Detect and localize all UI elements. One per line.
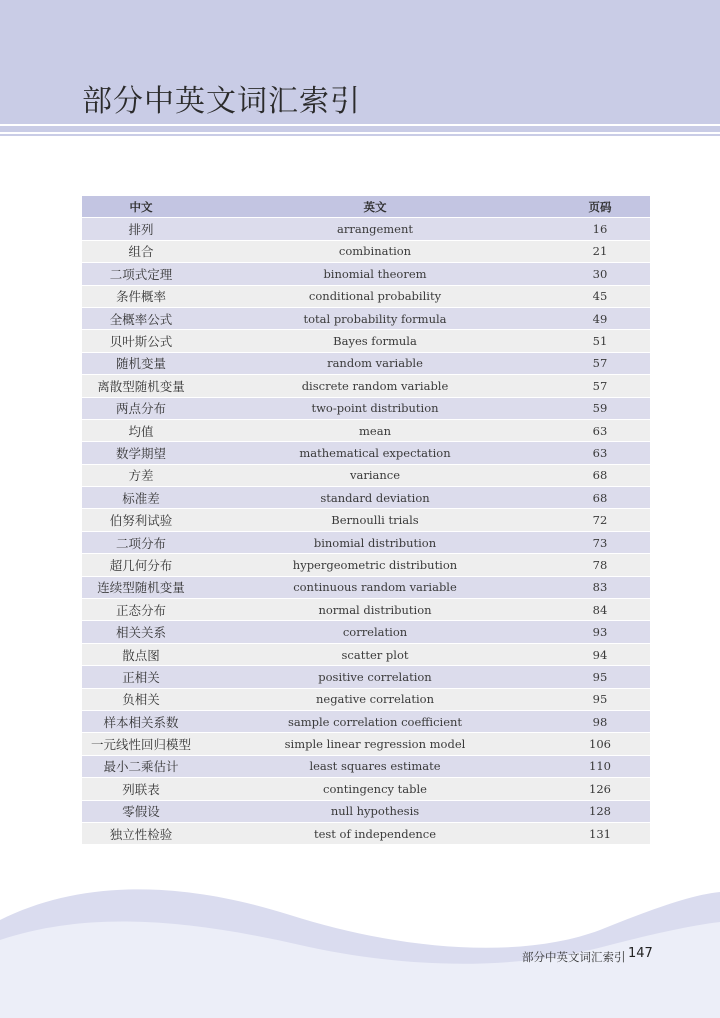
term-chinese: 排列: [82, 218, 200, 240]
term-page: 63: [550, 442, 650, 464]
term-english: scatter plot: [200, 643, 550, 665]
term-chinese: 列联表: [82, 778, 200, 800]
term-english: two-point distribution: [200, 397, 550, 419]
term-chinese: 全概率公式: [82, 307, 200, 329]
term-english: correlation: [200, 621, 550, 643]
term-chinese: 最小二乘估计: [82, 755, 200, 777]
term-page: 95: [550, 688, 650, 710]
term-page: 68: [550, 464, 650, 486]
term-english: mean: [200, 419, 550, 441]
term-page: 49: [550, 307, 650, 329]
term-english: binomial theorem: [200, 263, 550, 285]
term-english: sample correlation coefficient: [200, 710, 550, 732]
term-english: continuous random variable: [200, 576, 550, 598]
column-header-page: 页码: [550, 196, 650, 218]
term-english: Bernoulli trials: [200, 509, 550, 531]
term-page: 57: [550, 352, 650, 374]
page-title: 部分中英文词汇索引: [82, 84, 361, 119]
term-english: conditional probability: [200, 285, 550, 307]
term-chinese: 正态分布: [82, 599, 200, 621]
term-english: random variable: [200, 352, 550, 374]
term-english: normal distribution: [200, 599, 550, 621]
term-english: null hypothesis: [200, 800, 550, 822]
term-chinese: 离散型随机变量: [82, 375, 200, 397]
term-chinese: 样本相关系数: [82, 710, 200, 732]
term-chinese: 均值: [82, 419, 200, 441]
term-chinese: 超几何分布: [82, 554, 200, 576]
term-english: contingency table: [200, 778, 550, 800]
term-page: 21: [550, 240, 650, 262]
term-page: 83: [550, 576, 650, 598]
term-english: variance: [200, 464, 550, 486]
term-chinese: 条件概率: [82, 285, 200, 307]
term-page: 110: [550, 755, 650, 777]
term-page: 94: [550, 643, 650, 665]
term-english: discrete random variable: [200, 375, 550, 397]
term-english: binomial distribution: [200, 531, 550, 553]
term-english: total probability formula: [200, 307, 550, 329]
term-chinese: 两点分布: [82, 397, 200, 419]
term-page: 95: [550, 666, 650, 688]
term-chinese: 一元线性回归模型: [82, 733, 200, 755]
term-chinese: 标准差: [82, 487, 200, 509]
term-english: hypergeometric distribution: [200, 554, 550, 576]
term-chinese: 组合: [82, 240, 200, 262]
term-chinese: 负相关: [82, 688, 200, 710]
term-page: 106: [550, 733, 650, 755]
term-page: 126: [550, 778, 650, 800]
term-chinese: 相关关系: [82, 621, 200, 643]
term-page: 128: [550, 800, 650, 822]
term-chinese: 二项分布: [82, 531, 200, 553]
term-chinese: 独立性检验: [82, 822, 200, 844]
page-number: 147: [628, 946, 653, 961]
term-page: 59: [550, 397, 650, 419]
term-english: arrangement: [200, 218, 550, 240]
term-page: 98: [550, 710, 650, 732]
term-english: test of independence: [200, 822, 550, 844]
term-page: 45: [550, 285, 650, 307]
term-chinese: 伯努利试验: [82, 509, 200, 531]
term-chinese: 贝叶斯公式: [82, 330, 200, 352]
term-chinese: 二项式定理: [82, 263, 200, 285]
term-page: 51: [550, 330, 650, 352]
term-english: mathematical expectation: [200, 442, 550, 464]
term-chinese: 连续型随机变量: [82, 576, 200, 598]
term-page: 68: [550, 487, 650, 509]
column-header-chinese: 中文: [82, 196, 200, 218]
term-chinese: 零假设: [82, 800, 200, 822]
column-header-english: 英文: [200, 196, 550, 218]
term-english: positive correlation: [200, 666, 550, 688]
term-page: 16: [550, 218, 650, 240]
term-english: Bayes formula: [200, 330, 550, 352]
term-chinese: 随机变量: [82, 352, 200, 374]
term-chinese: 方差: [82, 464, 200, 486]
term-english: combination: [200, 240, 550, 262]
term-english: simple linear regression model: [200, 733, 550, 755]
term-page: 63: [550, 419, 650, 441]
term-page: 78: [550, 554, 650, 576]
term-english: least squares estimate: [200, 755, 550, 777]
term-chinese: 数学期望: [82, 442, 200, 464]
term-page: 57: [550, 375, 650, 397]
term-page: 30: [550, 263, 650, 285]
term-chinese: 散点图: [82, 643, 200, 665]
term-chinese: 正相关: [82, 666, 200, 688]
term-page: 84: [550, 599, 650, 621]
term-english: negative correlation: [200, 688, 550, 710]
term-page: 131: [550, 822, 650, 844]
term-page: 93: [550, 621, 650, 643]
term-page: 72: [550, 509, 650, 531]
footer-section-label: 部分中英文词汇索引: [522, 950, 626, 964]
term-english: standard deviation: [200, 487, 550, 509]
term-page: 73: [550, 531, 650, 553]
